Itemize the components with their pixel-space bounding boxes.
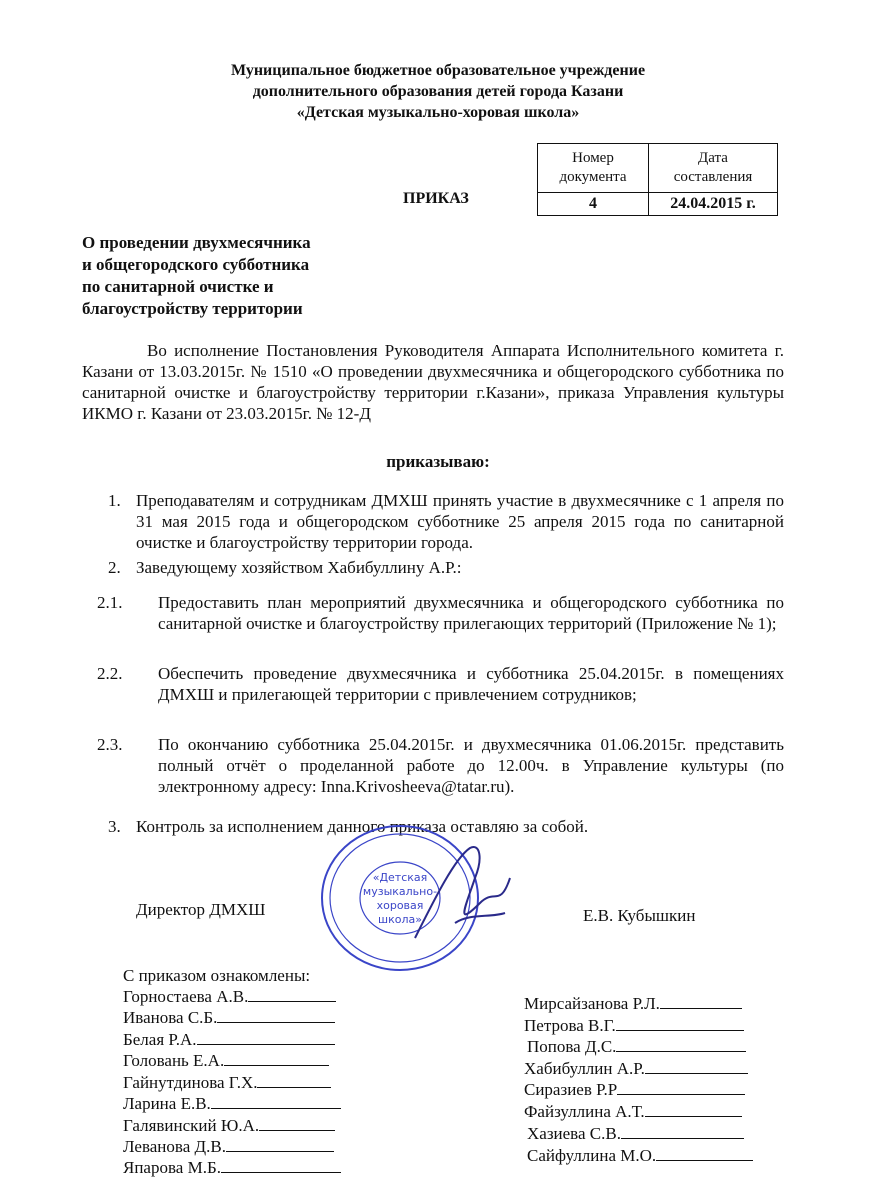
item-number: 3. bbox=[108, 817, 121, 836]
signature-line bbox=[259, 1116, 335, 1131]
ack-left-entry: Ларина Е.В. bbox=[123, 1094, 341, 1114]
header-line-1: Муниципальное бюджетное образовательное учреждение bbox=[230, 62, 646, 79]
signatory-position: Директор ДМХШ bbox=[136, 900, 266, 919]
subject-line-4: благоустройству территории bbox=[82, 299, 303, 318]
item-text: Заведующему хозяйством Хабибуллину А.Р.: bbox=[136, 558, 462, 577]
ack-left-entry: Горностаева А.В. bbox=[123, 987, 336, 1007]
ack-right-entry: Попова Д.С. bbox=[527, 1037, 746, 1057]
ack-right-entry: Петрова В.Г. bbox=[524, 1016, 744, 1036]
signature-line bbox=[211, 1094, 341, 1109]
signature-line bbox=[257, 1073, 331, 1088]
signature-line bbox=[224, 1051, 329, 1066]
signature-line bbox=[217, 1008, 335, 1023]
institution-header bbox=[0, 60, 876, 123]
ack-right-entry: Хабибуллин А.Р. bbox=[524, 1059, 748, 1079]
ack-left-entry: Галявинский Ю.А. bbox=[123, 1116, 335, 1136]
order-subject bbox=[82, 232, 311, 320]
item-number: 2.1. bbox=[97, 593, 123, 612]
item-number: 2. bbox=[108, 558, 121, 577]
item-text: Предоставить план мероприятий двухмесячника и общегородского субботника по санитарной очистке и благоустройству прилегающих территорий (Приложение № 1); bbox=[158, 593, 784, 633]
official-stamp bbox=[305, 818, 525, 978]
ack-left-entry: Япарова М.Б. bbox=[123, 1158, 341, 1178]
signature-line bbox=[617, 1080, 745, 1095]
stamp-text-2: музыкально- bbox=[362, 885, 438, 898]
subject-line-2: и общегородского субботника bbox=[82, 255, 310, 274]
item-text: По окончанию субботника 25.04.2015г. и двухмесячника 01.06.2015г. представить полный отчёт о проделанной работе до 12.00ч. в Управление культуры (по электронному адресу: Inna.Krivosheeva@tatar.ru). bbox=[158, 735, 784, 796]
doc-number-value: 4 bbox=[538, 193, 649, 216]
doc-date-value: 24.04.2015 г. bbox=[649, 193, 778, 216]
signature-line bbox=[656, 1146, 753, 1161]
signature-line bbox=[226, 1137, 334, 1152]
item-number: 2.3. bbox=[97, 735, 123, 754]
ack-right-entry: Файзуллина А.Т. bbox=[524, 1102, 742, 1122]
signature-line bbox=[616, 1016, 744, 1031]
orders-word: приказываю: bbox=[386, 452, 490, 471]
doc-date-header: Дата составления bbox=[649, 144, 778, 193]
ack-right-entry: Сайфуллина М.О. bbox=[527, 1146, 753, 1166]
ack-left-entry: Гайнутдинова Г.Х. bbox=[123, 1073, 331, 1093]
signature-line bbox=[248, 987, 336, 1002]
signature-line bbox=[197, 1030, 335, 1045]
signature-line bbox=[621, 1124, 744, 1139]
ack-left-entry: Леванова Д.В. bbox=[123, 1137, 334, 1157]
ack-right-entry: Хазиева С.В. bbox=[527, 1124, 744, 1144]
item-number: 2.2. bbox=[97, 664, 123, 683]
stamp-text-1: «Детская bbox=[372, 871, 428, 884]
doc-number-header: Номер документа bbox=[538, 144, 649, 193]
item-text: Контроль за исполнением данного приказа оставляю за собой. bbox=[136, 817, 589, 836]
ack-left-entry: Белая Р.А. bbox=[123, 1030, 335, 1050]
signature-line bbox=[221, 1158, 341, 1173]
subject-line-3: по санитарной очистке и bbox=[82, 277, 274, 296]
subject-line-1: О проведении двухмесячника bbox=[82, 233, 311, 252]
signature-line bbox=[645, 1059, 748, 1074]
stamp-middle-ring bbox=[330, 834, 470, 962]
ack-left-entry: Иванова С.Б. bbox=[123, 1008, 335, 1028]
ack-right-entry: Мирсайзанова Р.Л. bbox=[524, 994, 742, 1014]
document-info-table bbox=[537, 143, 778, 216]
signature-line bbox=[660, 994, 742, 1009]
item-text: Преподавателям и сотрудникам ДМХШ принять участие в двухмесячнике с 1 апреля по 31 мая 2015 года и общегородском субботнике 25 апреля 2015 года по санитарной очистке и благоустройству территории города. bbox=[136, 491, 784, 552]
preamble-paragraph: Во исполнение Постановления Руководителя Аппарата Исполнительного комитета г. Казани от 13.03.2015г. № 1510 «О проведении двухмесячника и общегородского субботника по санитарной очистке и благоустройству территории г.Казани», приказа Управления культуры ИКМО г. Казани от 23.03.2015г. № 12-Д bbox=[82, 341, 784, 423]
item-text: Обеспечить проведение двухмесячника и субботника 25.04.2015г. в помещениях ДМХШ и прилегающей территории с привлечением сотрудников; bbox=[158, 664, 784, 704]
ack-left-entry: Головань Е.А. bbox=[123, 1051, 329, 1071]
header-line-2: дополнительного образования детей города Казани bbox=[252, 83, 624, 100]
signatory-name: Е.В. Кубышкин bbox=[583, 906, 696, 925]
item-number: 1. bbox=[108, 491, 121, 510]
stamp-text-4: школа» bbox=[378, 913, 422, 926]
document-type: ПРИКАЗ bbox=[403, 190, 469, 207]
signature-line bbox=[645, 1102, 742, 1117]
stamp-outer-ring bbox=[322, 826, 478, 970]
ack-right-entry: Сиразиев Р.Р bbox=[524, 1080, 745, 1100]
stamp-text-3: хоровая bbox=[376, 899, 424, 912]
signature-line bbox=[616, 1037, 746, 1052]
acknowledged-title: С приказом ознакомлены: bbox=[123, 966, 311, 985]
header-line-3: «Детская музыкально-хоровая школа» bbox=[296, 104, 580, 121]
